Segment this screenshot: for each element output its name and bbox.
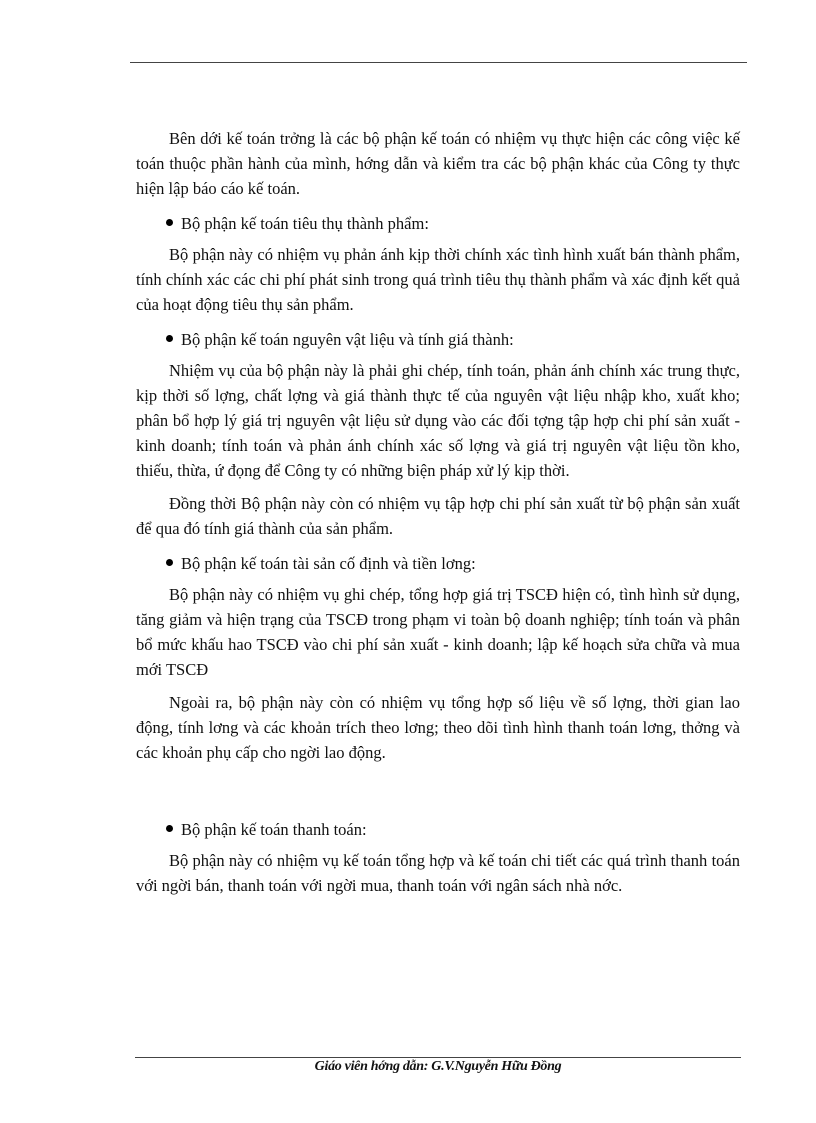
header-rule [130,62,747,63]
bullet-heading-materials [166,327,740,352]
bullet-dot-icon [166,559,173,566]
bullet-label: Bộ phận kế toán tiêu thụ thành phẩm: [181,214,429,233]
paragraph-sales: Bộ phận này có nhiệm vụ phản ánh kịp thời chính xác tình hình xuất bán thành phẩm, tính chính xác các chi phí phát sinh trong quá trình tiêu thụ thành phẩm và xác định kết quả của hoạt động tiêu thụ sản phẩm. [136,245,740,314]
footer-rule [135,1057,741,1058]
paragraph-intro: Bên dới kế toán trởng là các bộ phận kế toán có nhiệm vụ thực hiện các công việc kế toán thuộc phần hành của mình, hớng dẫn và kiểm tra các bộ phận khác của Công ty thực hiện lập báo cáo kế toán. [136,129,740,198]
bullet-label: Bộ phận kế toán thanh toán: [181,820,367,839]
document-body [136,126,740,906]
bullet-heading-sales [166,211,740,236]
spacer [136,773,740,807]
bullet-dot-icon [166,825,173,832]
paragraph-payments: Bộ phận này có nhiệm vụ kế toán tổng hợp và kế toán chi tiết các quá trình thanh toán với ngời bán, thanh toán với ngời mua, thanh toán với ngân sách nhà nớc. [136,851,740,895]
bullet-label: Bộ phận kế toán tài sản cố định và tiền lơng: [181,554,476,573]
paragraph-payroll: Ngoài ra, bộ phận này còn có nhiệm vụ tổng hợp số liệu về số lợng, thời gian lao động, tính lơng và các khoản trích theo lơng; theo dõi tình hình thanh toán lơng, thởng và các khoản phụ cấp cho ngời lao động. [136,693,740,762]
bullet-heading-payments [166,817,740,842]
bullet-dot-icon [166,335,173,342]
paragraph-materials: Nhiệm vụ của bộ phận này là phải ghi chép, tính toán, phản ánh chính xác trung thực, kịp thời số lợng, chất lợng và giá thành thực tế của nguyên vật liệu nhập kho, xuất kho; phân bổ hợp lý giá trị nguyên vật liệu sử dụng vào các đối tợng tập hợp chi phí sản xuất - kinh doanh; tính toán và phản ánh chính xác số lợng và giá trị nguyên vật liệu tồn kho, thiếu, thừa, ứ đọng để Công ty có những biện pháp xử lý kịp thời. [136,361,740,480]
bullet-heading-fixed-assets [166,551,740,576]
bullet-label: Bộ phận kế toán nguyên vật liệu và tính giá thành: [181,330,514,349]
paragraph-fixed-assets: Bộ phận này có nhiệm vụ ghi chép, tổng hợp giá trị TSCĐ hiện có, tình hình sử dụng, tăng giảm và hiện trạng của TSCĐ trong phạm vi toàn bộ doanh nghiệp; tính toán và phân bổ mức khấu hao TSCĐ vào chi phí sản xuất - kinh doanh; lập kế hoạch sửa chữa và mua mới TSCĐ [136,585,740,679]
footer-instructor: Giáo viên hớng dẫn: G.V.Nguyễn Hữu Đồng [314,1059,562,1074]
paragraph-materials-cost: Đồng thời Bộ phận này còn có nhiệm vụ tập hợp chi phí sản xuất từ bộ phận sản xuất để qua đó tính giá thành của sản phẩm. [136,494,740,538]
bullet-dot-icon [166,219,173,226]
